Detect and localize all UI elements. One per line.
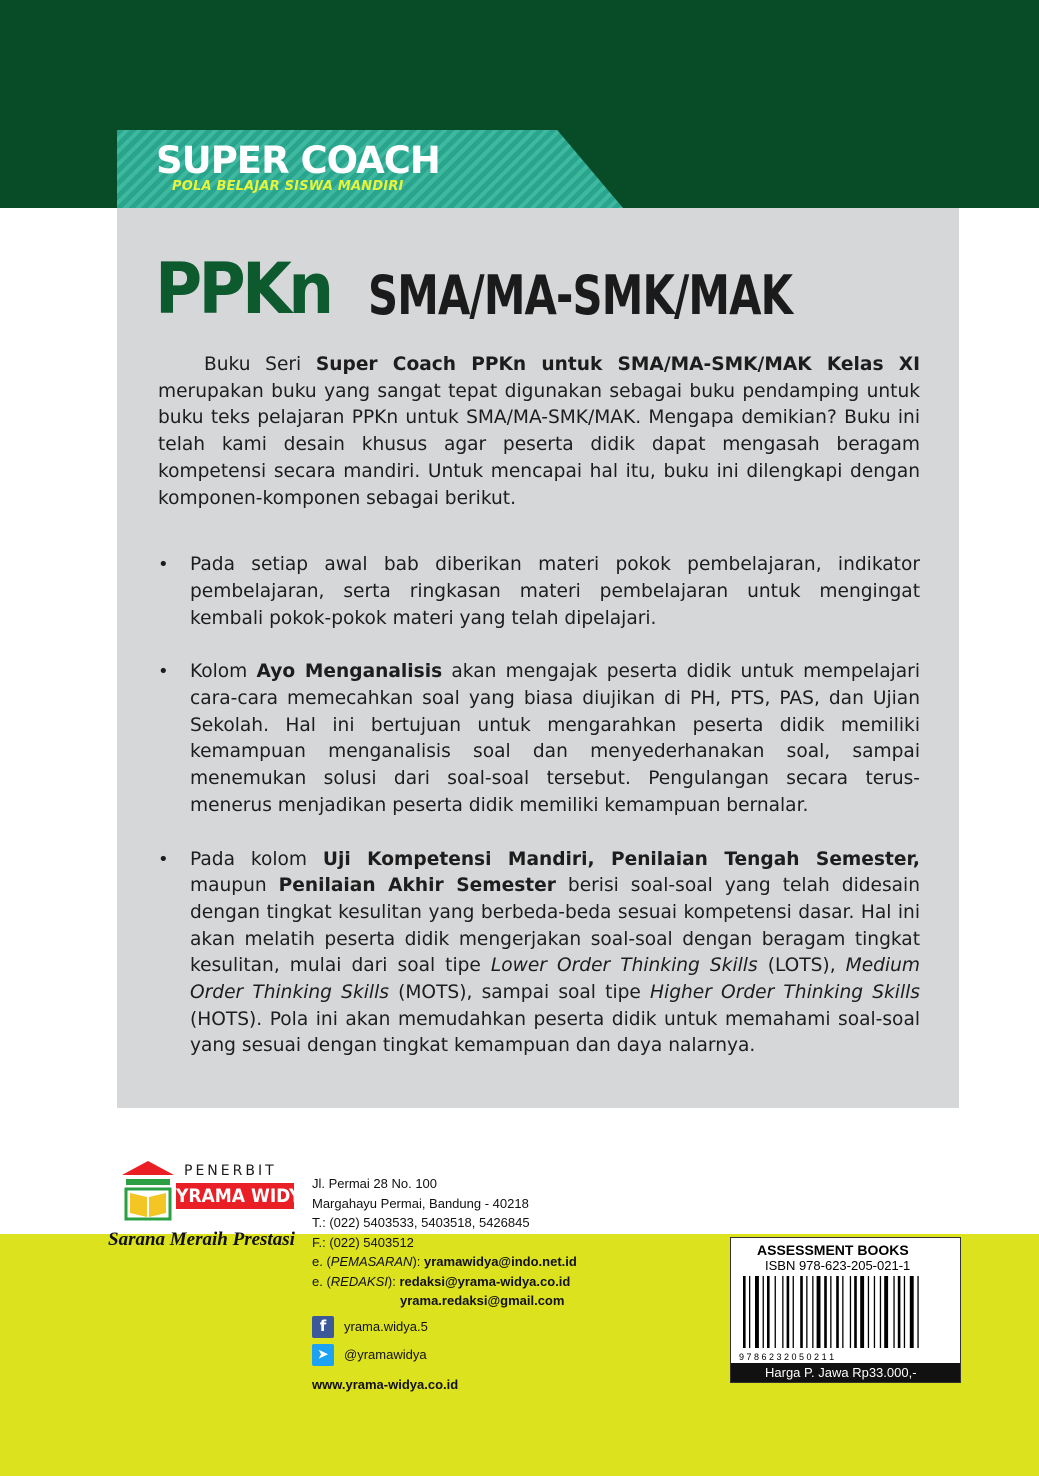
address-line: Jl. Permai 28 No. 100 [312,1176,438,1191]
barcode-digits: 9 7 8 6 2 3 2 0 5 0 2 1 1 [739,1352,835,1362]
address-line: Margahayu Permai, Bandung - 40218 [312,1195,529,1211]
book-logo-icon [120,1159,176,1221]
feature-text: (LOTS), [757,955,846,977]
series-title: SUPER COACH [156,139,440,182]
email-address: yramawidya@indo.net.id [424,1254,577,1269]
email-label: PEMASARAN [330,1254,413,1269]
bullet-icon: • [158,661,169,683]
email-line [312,1272,577,1292]
email-prefix: e. ( [312,1254,331,1269]
book-category: ASSESSMENT BOOKS [757,1242,909,1258]
feature-item [158,659,920,819]
fax-line: F.: (022) 5403512 [312,1234,414,1250]
facebook-row [312,1315,577,1339]
feature-italic: Lower Order Thinking Skills [490,955,758,977]
email-line [312,1252,577,1272]
intro-text-rest: merupakan buku yang sangat tepat digunakan sebagai buku pendamping untuk buku teks pelajaran PPKn untuk SMA/MA-SMK/MAK. Mengapa demikian? Buku ini telah kami desain khusus agar peserta didik dapat mengasah beragam kompetensi secara mandiri. Untuk mencapai hal itu, buku ini dilengkapi dengan komponen-komponen sebagai berikut. [158,380,920,509]
intro-paragraph [158,352,920,512]
title-subject: PPKn [155,248,331,330]
feature-italic: Higher Order Thinking Skills [650,982,920,1004]
feature-italic: Medium Order Thinking Skills [190,955,921,1004]
bullet-icon: • [158,554,169,576]
barcode-icon [739,1276,953,1362]
feature-bold: Ayo Menganalisis [256,661,443,683]
email-address: redaksi@yrama-widya.co.id [399,1273,571,1289]
feature-item [158,552,920,632]
facebook-icon: f [312,1316,334,1338]
email-address: yrama.redaksi@gmail.com [400,1293,565,1308]
publisher-contact [312,1174,577,1394]
twitter-row [312,1343,577,1367]
barcode-box [730,1237,961,1383]
feature-text: akan mengajak peserta didik untuk mempelajari cara-cara memecahkan soal yang biasa diujikan di PH, PTS, PAS, dan Ujian Sekolah. Hal ini bertujuan untuk mengarahkan peserta didik memiliki kemampuan menganalisis soal dan menyederhanakan soal, sampai menemukan solusi dari soal-soal tersebut. Pengulangan secara terus-menerus menjadikan peserta didik memiliki kemampuan bernalar. [190,661,920,816]
feature-list [158,552,920,1060]
series-subtitle: POLA BELAJAR SISWA MANDIRI [172,179,404,194]
feature-text: berisi soal-soal yang telah didesain dengan tingkat kesulitan yang berbeda-beda sesuai kompetensi dasar. Hal ini akan melatih peserta didik mengerjakan soal-soal dengan beragam tingkat kesulitan, mulai dari soal tipe [190,875,921,977]
feature-text: (HOTS). Pola ini akan memudahkan peserta didik untuk memahami soal-soal yang sesuai dengan tingkat kemampuan dan daya nalarnya. [190,1008,920,1057]
feature-item [158,847,920,1061]
website: www.yrama-widya.co.id [312,1376,459,1392]
title-level: SMA/MA-SMK/MAK [368,264,793,327]
feature-text: Kolom [190,661,257,683]
publisher-tagline: Sarana Meraih Prestasi [108,1229,295,1250]
publisher-label: PENERBIT [184,1163,277,1179]
publisher-logo [108,1155,313,1265]
description [158,352,920,1060]
email-prefix: e. ( [312,1273,331,1289]
feature-bold: Uji Kompetensi Mandiri, Penilaian Tengah Semester, [322,848,920,870]
feature-text: Pada kolom [190,848,323,870]
twitter-handle: @yramawidya [344,1346,427,1362]
feature-bold: Penilaian Akhir Semester [278,875,556,897]
email-suffix: ): [412,1254,424,1269]
intro-bold: Super Coach PPKn untuk SMA/MA-SMK/MAK Kelas XI [315,354,920,375]
email-line [312,1291,577,1311]
email-label: REDAKSI [330,1273,388,1289]
twitter-icon: ➤ [312,1344,334,1366]
facebook-handle: yrama.widya.5 [344,1318,428,1334]
email-suffix: ): [387,1273,400,1289]
phone-line: T.: (022) 5403533, 5403518, 5426845 [312,1215,530,1230]
feature-text: maupun [190,875,279,897]
feature-text: (MOTS), sampai soal tipe [388,982,651,1004]
publisher-name: YRAMA WIDYA [176,1185,313,1207]
feature-text: Pada setiap awal bab diberikan materi pokok pembelajaran, indikator pembelajaran, serta ringkasan materi pembelajaran untuk mengingat kembali pokok-pokok materi yang telah dipelajari. [190,554,920,629]
isbn: ISBN 978-623-205-021-1 [765,1258,911,1273]
intro-text: Buku Seri [204,354,316,375]
bullet-icon: • [158,848,169,870]
price-tag: Harga P. Jawa Rp33.000,- [731,1363,960,1382]
